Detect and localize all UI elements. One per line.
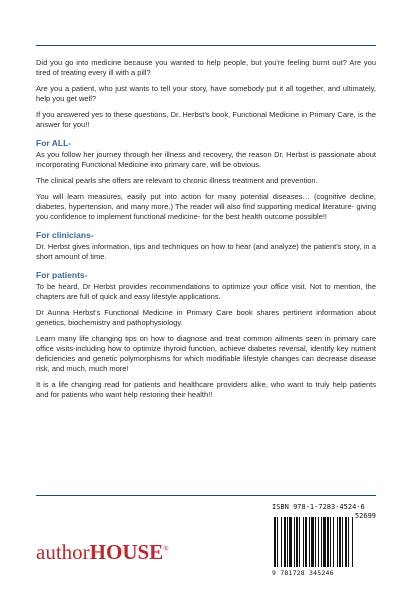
section-paragraph: Dr Aunna Herbst's Functional Medicine in Primary Care book shares pertinent information about genetics, biochemistry and pathophysiology. [36, 308, 376, 327]
section-heading-clinicians: For clinicians- [36, 230, 94, 240]
trademark-symbol: ® [163, 545, 169, 553]
publisher-logo [36, 537, 169, 564]
section-paragraph: It is a life changing read for patients and healthcare providers alike, who want to truly help patients and for patients who want help restoring their health!! [36, 380, 376, 399]
section-paragraph: The clinical pearls she offers are relevant to chronic illness treatment and prevention. [36, 176, 318, 185]
logo-text-house: HOUSE [89, 540, 164, 564]
section-paragraph: As you follow her journey through her illness and recovery, the reason Dr. Herbst is passionate about incorporating Functional Medicine into primary care, will be obvious. [36, 150, 376, 169]
section-paragraph: You will learn measures, easily put into action for many potential diseases… (cognitive decline, diabetes, hypertension, and many more.) The reader will also find supporting medical literature- giving you confidence to implement functional medicine- for the best health outcome possible!! [36, 192, 376, 221]
section-paragraph: Learn many life changing tips on how to diagnose and treat common ailments seen in primary care office visits-including how to optimize thyroid function, achieve diabetes reversal, identify key nutrient deficiencies and genetic polymorphisms for which modifiable lifestyle changes can decrease disease risk, and much, much more! [36, 334, 376, 373]
barcode-bars [272, 517, 376, 569]
top-divider [36, 45, 376, 46]
intro-paragraph: If you answered yes to these questions, Dr. Herbst's book, Functional Medicine in Primary Care, is the answer for you!! [36, 110, 376, 129]
section-paragraph: Dr. Herbst gives information, tips and techniques on how to hear (and analyze) the patient's story, in a short amount of time. [36, 242, 376, 261]
intro-paragraph: Are you a patient, who just wants to tell your story, have somebody put it all together, and ultimately, help you get well? [36, 84, 376, 103]
isbn-barcode [268, 503, 380, 579]
section-heading-patients: For patients- [36, 270, 88, 280]
intro-paragraph: Did you go into medicine because you wanted to help people, but you're feeling burnt out? Are you tired of treating every ill with a pill? [36, 58, 376, 77]
barcode-number: 9 781728 345246 [272, 569, 334, 577]
section-heading-all: For ALL- [36, 138, 72, 148]
price-code: 52699 [354, 512, 376, 520]
section-paragraph: To be heard, Dr Herbst provides recommendations to optimize your office visit. Not to mention, the chapters are full of quick and easy lifestyle applications. [36, 282, 376, 301]
bottom-divider [36, 495, 376, 496]
isbn-label: ISBN 978-1-7283-4524-6 [272, 503, 365, 511]
logo-text-author: author [36, 540, 90, 564]
blurb-content [36, 58, 376, 406]
